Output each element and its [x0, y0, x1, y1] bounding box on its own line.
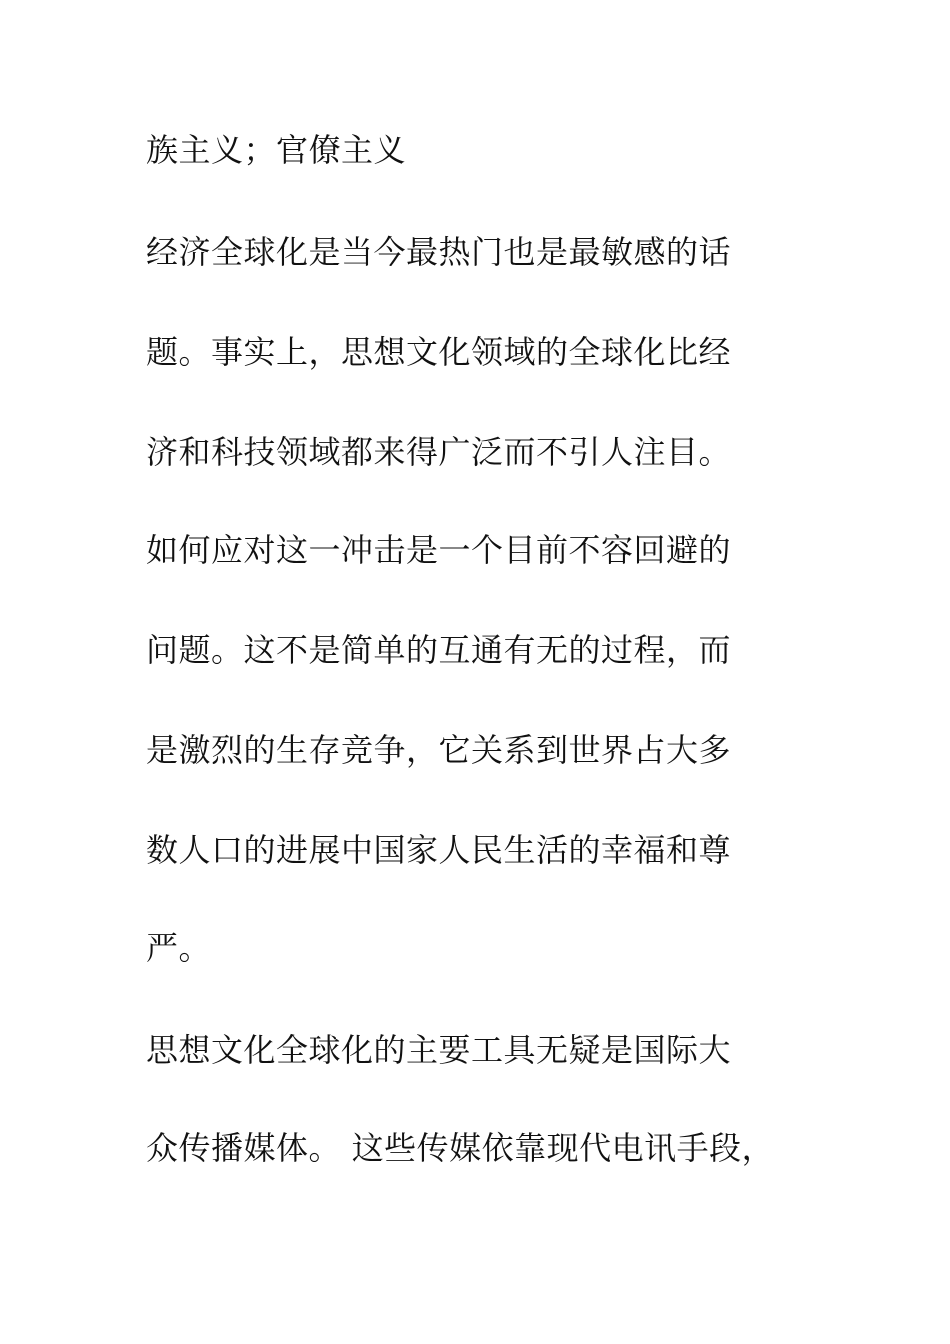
text-line: 如何应对这一冲击是一个目前不容回避的 [146, 531, 732, 569]
text-line: 经济全球化是当今最热门也是最敏感的话 [146, 233, 732, 271]
text-line: 众传播媒体。 这些传媒依靠现代电讯手段， [146, 1129, 775, 1167]
text-line: 问题。这不是简单的互通有无的过程，而 [146, 631, 732, 669]
text-line: 济和科技领域都来得广泛而不引人注目。 [146, 433, 732, 471]
text-line: 数人口的进展中国家人民生活的幸福和尊 [146, 831, 732, 869]
text-line: 族主义；官僚主义 [146, 131, 407, 169]
text-line: 严。 [146, 929, 212, 967]
text-line: 题。事实上，思想文化领域的全球化比经 [146, 333, 732, 371]
text-line: 思想文化全球化的主要工具无疑是国际大 [146, 1031, 732, 1069]
text-line: 是激烈的生存竞争，它关系到世界占大多 [146, 731, 732, 769]
